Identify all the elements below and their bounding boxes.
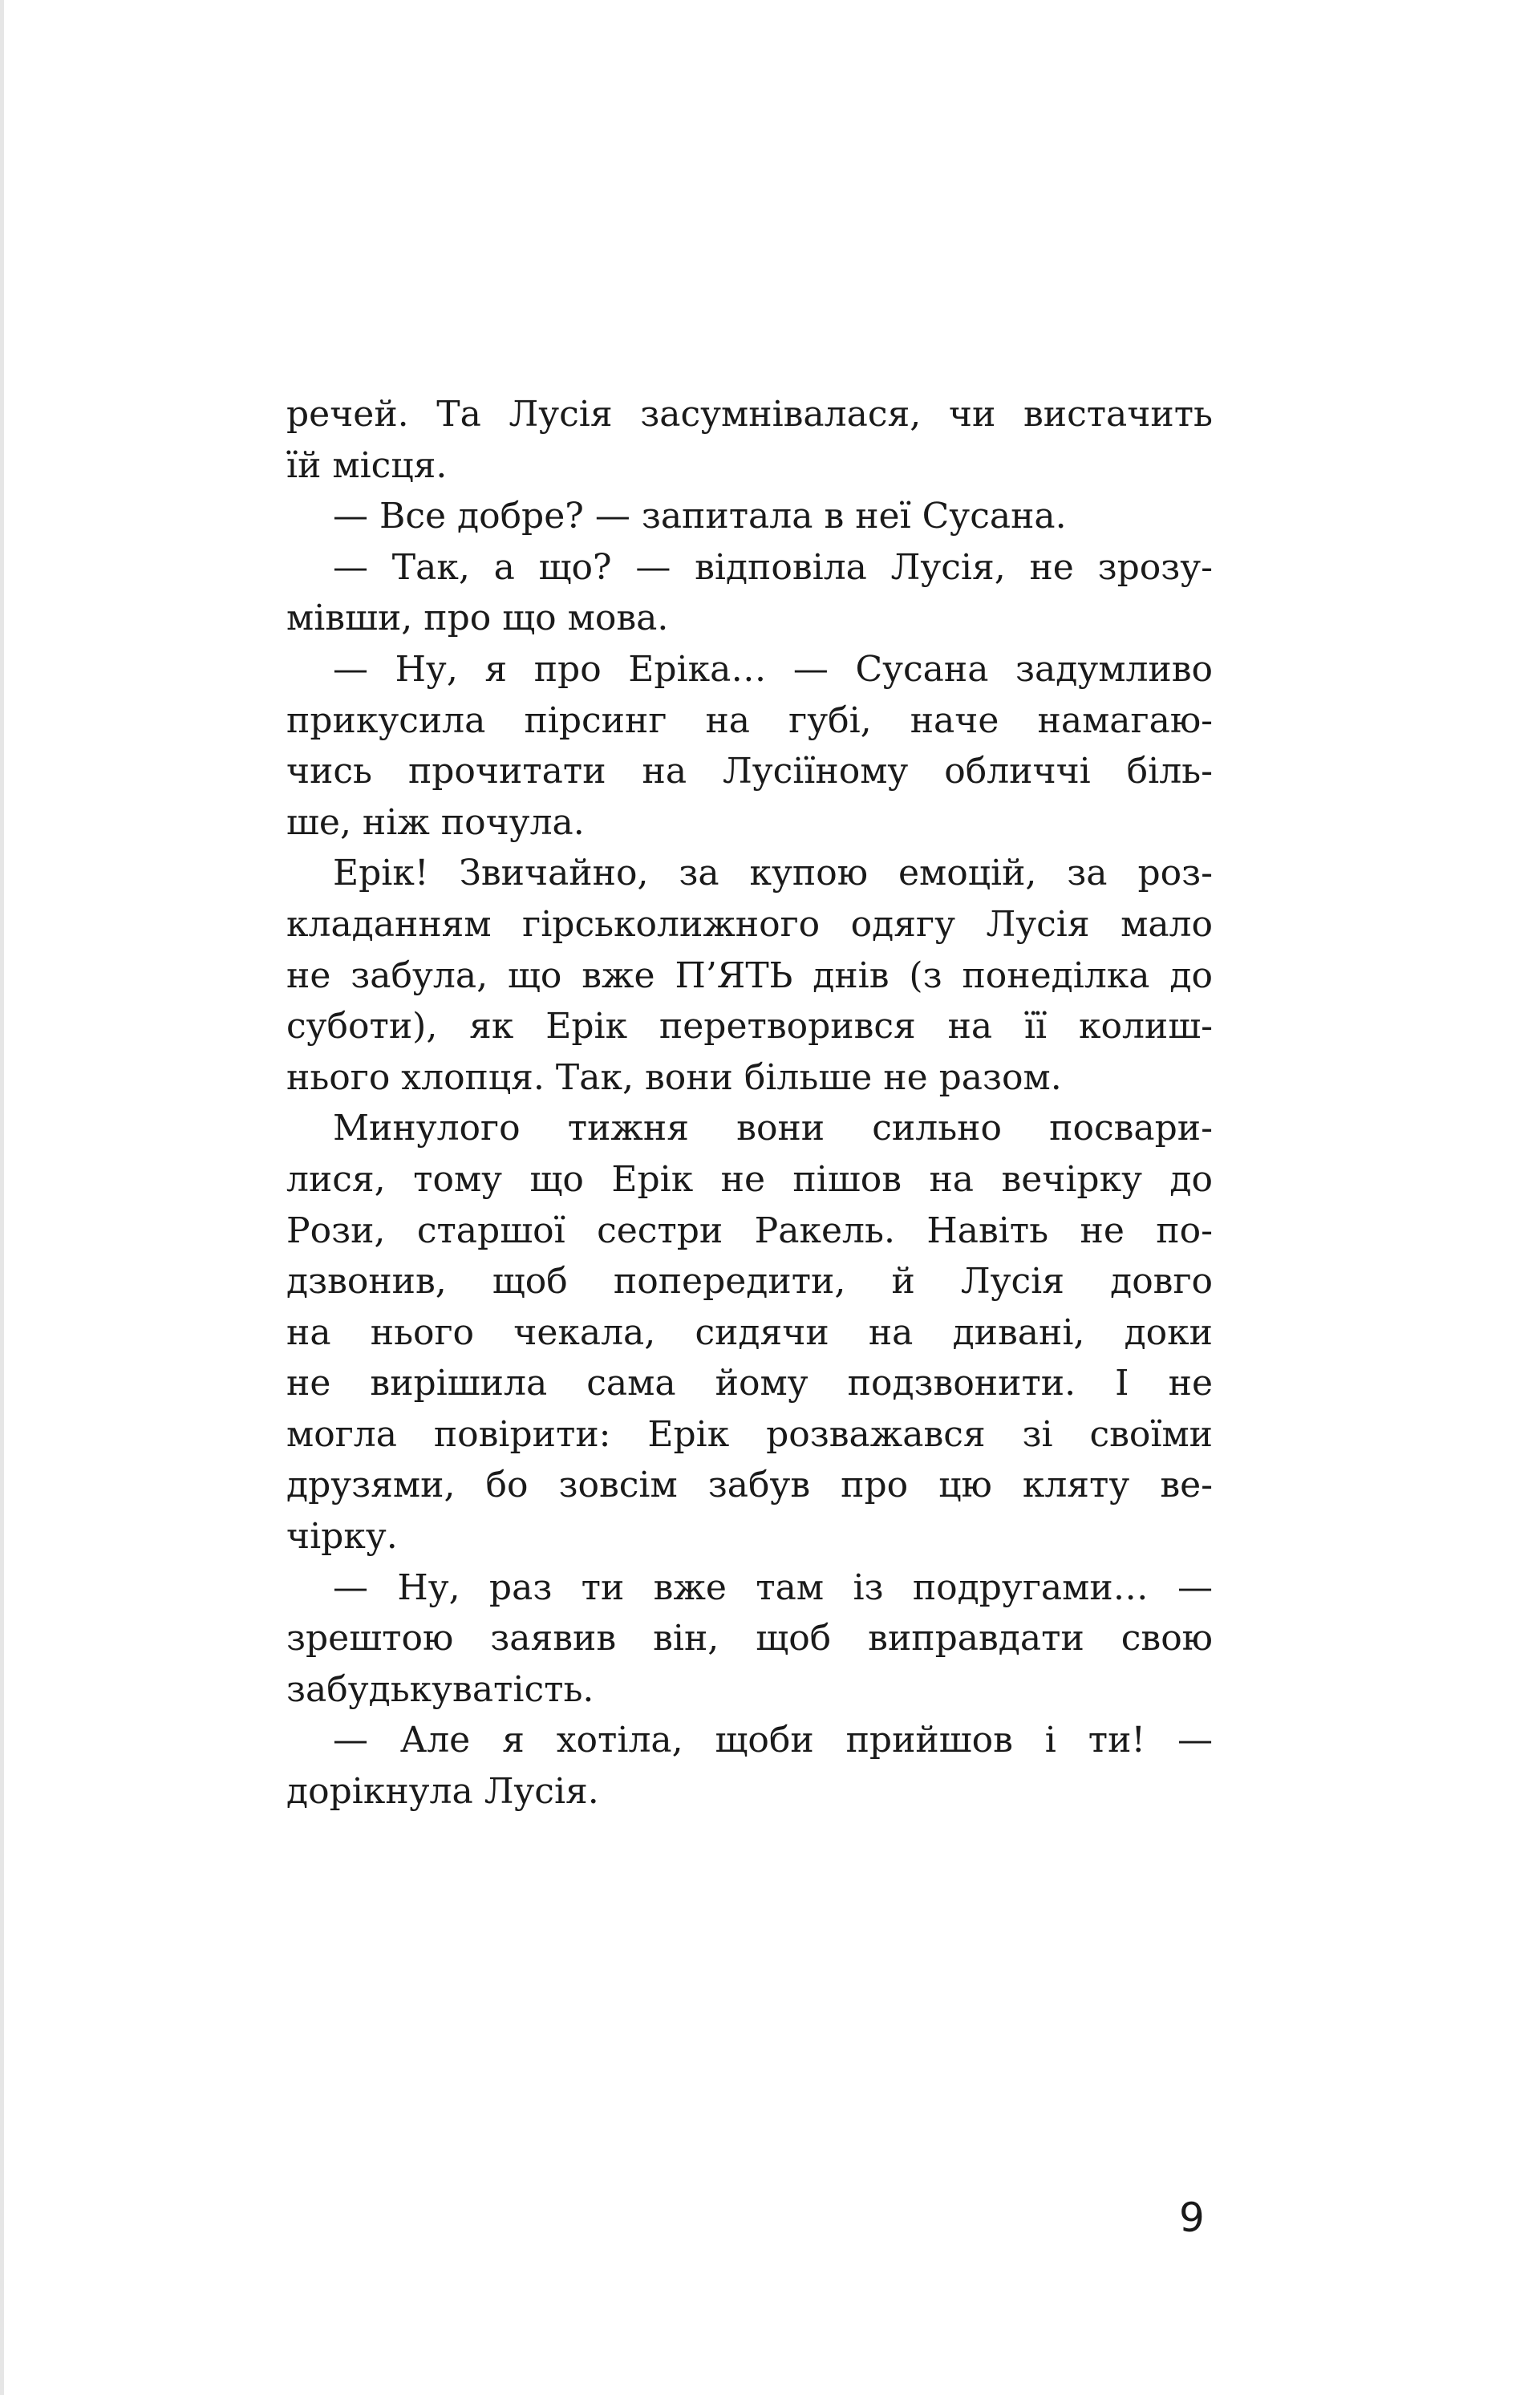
text-line: — Ну, я про Еріка… — Сусана задумливо <box>333 648 1213 690</box>
text-line: Рози, старшої сестри Ракель. Навіть не по- <box>286 1210 1213 1251</box>
body-text <box>286 389 1213 1818</box>
text-line: їй місця. <box>286 444 448 486</box>
text-line: мівши, про що мова. <box>286 598 669 639</box>
text-line: дорікнула Лусія. <box>286 1771 599 1813</box>
text-line: — Все добре? — запитала в неї Сусана. <box>333 496 1067 537</box>
text-line: не забула, що вже П’ЯТЬ днів (з понеділка до <box>286 954 1213 996</box>
page-number: 9 <box>1179 2194 1205 2241</box>
text-line: на нього чекала, сидячи на дивані, доки <box>286 1311 1213 1353</box>
text-line: Минулого тижня вони сильно посвари- <box>333 1108 1213 1149</box>
text-line: лися, тому що Ерік не пішов на вечірку до <box>286 1158 1213 1200</box>
text-line: зрештою заявив він, щоб виправдати свою <box>286 1618 1213 1659</box>
text-line: суботи), як Ерік перетворився на її колиш- <box>286 1006 1213 1048</box>
text-line: нього хлопця. Так, вони більше не разом. <box>286 1056 1062 1098</box>
text-line: друзями, бо зовсім забув про цю кляту ве- <box>286 1465 1213 1506</box>
text-line: — Але я хотіла, щоби прийшов і ти! — <box>333 1720 1213 1761</box>
text-line: чірку. <box>286 1516 398 1558</box>
text-line: дзвонив, щоб попередити, й Лусія довго <box>286 1261 1213 1303</box>
text-line: забудькуватість. <box>286 1668 594 1710</box>
page-edge <box>0 0 4 2395</box>
text-line: чись прочитати на Лусіїному обличчі біль- <box>286 751 1213 792</box>
text-line: Ерік! Звичайно, за купою емоцій, за роз- <box>333 853 1213 894</box>
text-line: кладанням гірськолижного одягу Лусія мало <box>286 903 1213 945</box>
text-line: — Ну, раз ти вже там із подругами… — <box>333 1566 1213 1608</box>
text-line: речей. Та Лусія засумнівалася, чи вистачить <box>286 394 1213 435</box>
text-line: — Так, а що? — відповіла Лусія, не зрозу- <box>333 546 1213 588</box>
text-line: могла повірити: Ерік розважався зі своїми <box>286 1413 1213 1455</box>
text-line: прикусила пірсинг на губі, наче намагаю- <box>286 699 1213 741</box>
text-line: не вирішила сама йому подзвонити. І не <box>286 1363 1213 1404</box>
text-line: ше, ніж почула. <box>286 801 585 843</box>
